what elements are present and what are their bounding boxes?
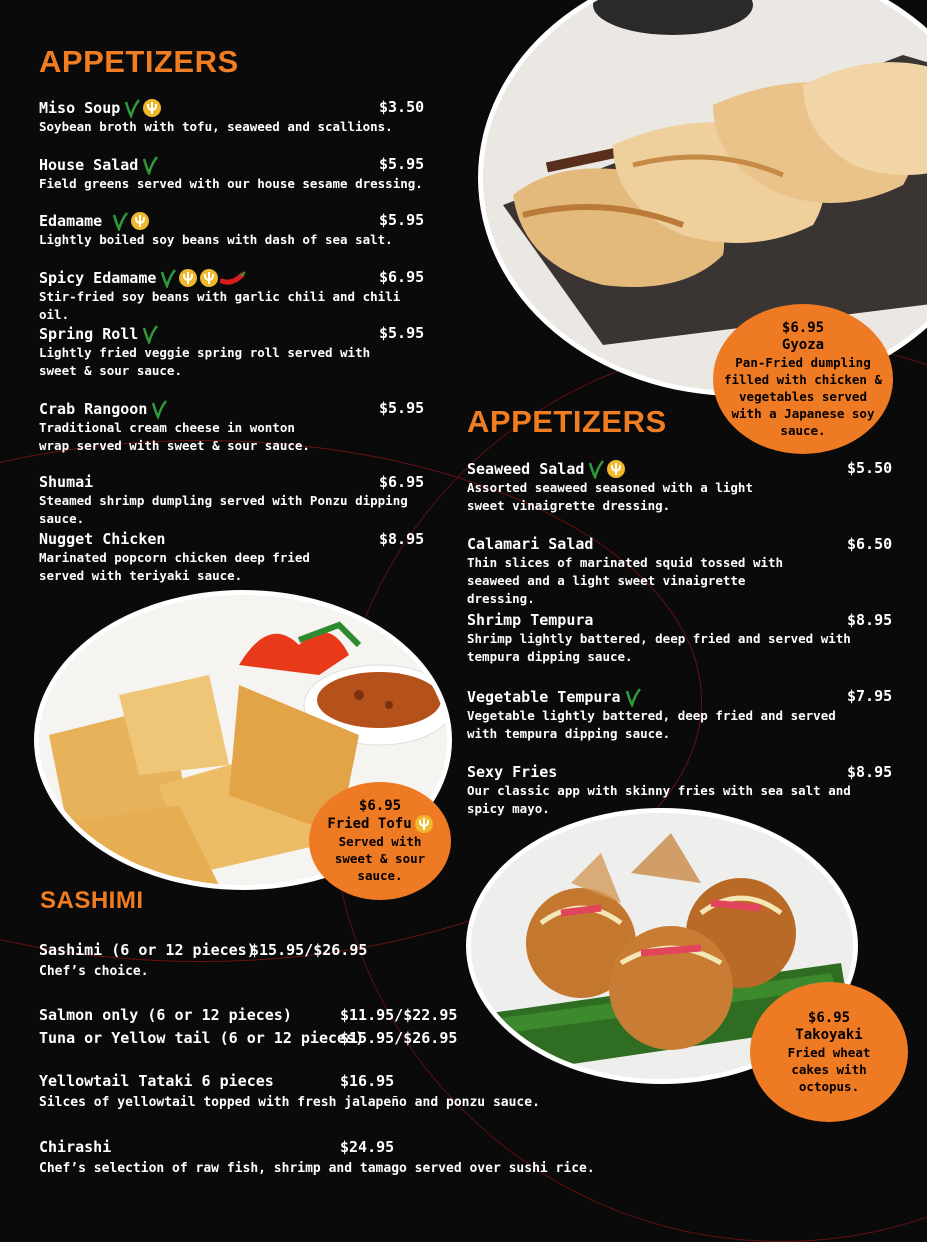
chirashi-price: $24.95 bbox=[340, 1138, 395, 1156]
vegetarian-icon bbox=[112, 211, 128, 231]
badge-price: $6.95 bbox=[807, 1009, 851, 1026]
yellowtail-tataki-name: Yellowtail Tataki 6 pieces bbox=[39, 1072, 274, 1090]
badge-name: Gyoza bbox=[781, 336, 825, 353]
yellowtail-tataki-price: $16.95 bbox=[340, 1072, 395, 1090]
item-price: $7.95 bbox=[847, 687, 893, 705]
gluten-free-icon bbox=[179, 269, 197, 287]
menu-item-house-salad bbox=[39, 155, 429, 193]
sashimi-item-price: $15.95/$26.95 bbox=[250, 941, 368, 959]
menu-item-vegetable-tempura bbox=[467, 687, 893, 743]
item-price: $5.95 bbox=[379, 211, 425, 229]
gluten-free-icon bbox=[143, 99, 161, 117]
item-description: Our classic app with skinny fries with sea salt and spicy mayo. bbox=[467, 783, 851, 816]
vegetarian-icon bbox=[151, 399, 167, 419]
vegetarian-icon bbox=[160, 268, 176, 288]
item-price: $3.50 bbox=[379, 98, 425, 116]
item-price: $8.95 bbox=[847, 611, 893, 629]
item-name: Sexy Fries bbox=[467, 763, 558, 781]
gluten-free-icon bbox=[131, 212, 149, 230]
vegetarian-icon bbox=[588, 459, 604, 479]
item-name: Nugget Chicken bbox=[39, 530, 166, 548]
tuna-item-name: Tuna or Yellow tail (6 or 12 pieces) bbox=[39, 1029, 365, 1047]
sashimi-item-description: Chef’s choice. bbox=[39, 964, 149, 979]
sashimi-item-name: Sashimi (6 or 12 pieces) bbox=[39, 941, 256, 959]
menu-item-miso-soup bbox=[39, 98, 429, 136]
item-price: $6.95 bbox=[379, 268, 425, 286]
menu-item-shrimp-tempura bbox=[467, 611, 893, 666]
item-price: $5.95 bbox=[379, 324, 425, 342]
item-name: Calamari Salad bbox=[467, 535, 594, 553]
menu-item-shumai bbox=[39, 473, 439, 528]
menu-item-crab-rangoon bbox=[39, 399, 425, 455]
salmon-item-name: Salmon only (6 or 12 pieces) bbox=[39, 1006, 292, 1024]
vegetarian-icon bbox=[625, 687, 641, 707]
chirashi-name: Chirashi bbox=[39, 1138, 112, 1156]
gyoza-price-badge bbox=[713, 304, 893, 454]
item-description: Shrimp lightly battered, deep fried and served with tempura dipping sauce. bbox=[467, 631, 851, 664]
item-description: Vegetable lightly battered, deep fried and served with tempura dipping sauce. bbox=[467, 708, 836, 741]
vegetarian-icon bbox=[124, 98, 140, 118]
item-name: Edamame bbox=[39, 211, 103, 230]
badge-description: Fried wheat cakes with octopus. bbox=[787, 1044, 871, 1094]
chirashi-description: Chef’s selection of raw fish, shrimp and tamago served over sushi rice. bbox=[39, 1161, 595, 1176]
sashimi-heading: SASHIMI bbox=[40, 887, 144, 914]
tuna-item-price: $15.95/$26.95 bbox=[340, 1029, 458, 1047]
vegetarian-icon bbox=[142, 155, 158, 175]
item-description: Traditional cream cheese in wonton wrap served with sweet & sour sauce. bbox=[39, 420, 310, 453]
menu-item-calamari-salad bbox=[467, 535, 893, 608]
appetizers-heading-right: APPETIZERS bbox=[467, 404, 667, 439]
item-name: Spicy Edamame bbox=[39, 268, 157, 287]
fried-tofu-price-badge bbox=[309, 782, 451, 900]
item-description: Field greens served with our house sesame dressing. bbox=[39, 176, 423, 191]
menu-item-spring-roll bbox=[39, 324, 425, 380]
badge-description: Pan-Fried dumpling filled with chicken & vegetables served with a Japanese soy sauce. bbox=[723, 354, 883, 438]
item-description: Steamed shrimp dumpling served with Ponzu dipping sauce. bbox=[39, 493, 408, 526]
gluten-free-icon bbox=[200, 269, 218, 287]
item-description: Lightly boiled soy beans with dash of sea salt. bbox=[39, 232, 393, 247]
salmon-item-price: $11.95/$22.95 bbox=[340, 1006, 458, 1024]
item-price: $5.95 bbox=[379, 399, 425, 417]
item-description: Soybean broth with tofu, seaweed and scallions. bbox=[39, 119, 393, 134]
item-name: Spring Roll bbox=[39, 324, 139, 343]
item-description: Stir-fried soy beans with garlic chili and chili oil. bbox=[39, 289, 401, 322]
appetizers-heading-left: APPETIZERS bbox=[39, 44, 239, 79]
item-description: Lightly fried veggie spring roll served with sweet & sour sauce. bbox=[39, 345, 371, 378]
badge-price: $6.95 bbox=[358, 798, 402, 814]
menu-item-spicy-edamame bbox=[39, 268, 429, 324]
item-price: $5.50 bbox=[847, 459, 893, 477]
item-price: $6.50 bbox=[847, 535, 893, 553]
badge-name: Fried Tofu bbox=[327, 815, 412, 832]
item-price: $8.95 bbox=[379, 530, 425, 548]
item-description: Thin slices of marinated squid tossed with seaweed and a light sweet vinaigrette dressing. bbox=[467, 555, 784, 606]
item-price: $8.95 bbox=[847, 763, 893, 781]
badge-name: Takoyaki bbox=[795, 1026, 863, 1043]
badge-price: $6.95 bbox=[781, 319, 825, 336]
yellowtail-tataki-description: Silces of yellowtail topped with fresh jalapeño and ponzu sauce. bbox=[39, 1095, 540, 1110]
item-description: Marinated popcorn chicken deep fried served with teriyaki sauce. bbox=[39, 550, 310, 583]
item-name: Crab Rangoon bbox=[39, 399, 148, 418]
chili-pepper-icon bbox=[220, 271, 246, 285]
menu-item-sexy-fries bbox=[467, 763, 893, 818]
badge-description: Served with sweet & sour sauce. bbox=[334, 834, 426, 883]
takoyaki-price-badge bbox=[750, 982, 908, 1122]
vegetarian-icon bbox=[142, 324, 158, 344]
item-name: Shumai bbox=[39, 473, 94, 491]
item-name: Shrimp Tempura bbox=[467, 611, 594, 629]
item-name: Seaweed Salad bbox=[467, 459, 585, 478]
item-price: $5.95 bbox=[379, 155, 425, 173]
item-price: $6.95 bbox=[379, 473, 425, 491]
gluten-free-icon bbox=[607, 460, 625, 478]
item-name: Vegetable Tempura bbox=[467, 687, 621, 706]
menu-item-edamame bbox=[39, 211, 429, 249]
item-name: Miso Soup bbox=[39, 98, 121, 117]
gluten-free-icon bbox=[415, 815, 433, 833]
menu-item-nugget-chicken bbox=[39, 530, 425, 585]
menu-item-seaweed-salad bbox=[467, 459, 893, 515]
item-description: Assorted seaweed seasoned with a light sweet vinaigrette dressing. bbox=[467, 480, 753, 513]
item-name: House Salad bbox=[39, 155, 139, 174]
